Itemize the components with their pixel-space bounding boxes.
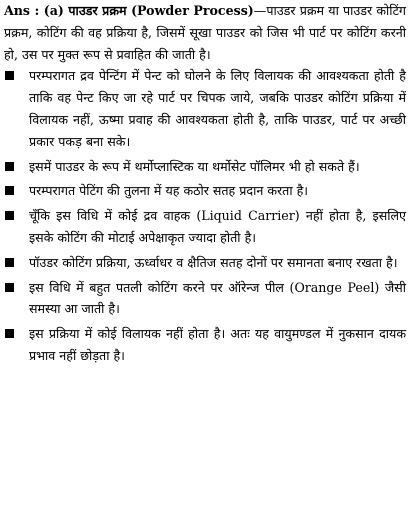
square-bullet-icon (5, 71, 14, 80)
bullet-item (4, 156, 406, 178)
bullet-item (4, 252, 406, 274)
bullet-item (4, 180, 406, 202)
square-bullet-icon (5, 162, 14, 171)
answer-block (4, 0, 406, 370)
bullet-text: इसमें पाउडर के रूप में थर्मोप्लास्टिक या थर्मोसेट पॉलिमर भी हो सकते हैं। (29, 158, 360, 174)
bullet-text: इस प्रक्रिया में कोई विलायक नहीं होता है। अतः यह वायुमण्डल में नुकसान दायक प्रभाव नहीं छोड़ता है। (29, 326, 406, 363)
square-bullet-icon (5, 186, 14, 195)
answer-heading: Ans : (a) पाउडर प्रक्रम (Powder Process) (4, 3, 254, 18)
bullet-text: चूँकि इस विधि में कोई द्रव वाहक (Liquid Carrier) नहीं होता है, इसलिए इसके कोटिंग की मोटाई अपेक्षाकृत ज्यादा होती है। (29, 208, 406, 245)
bullet-item (4, 323, 406, 367)
square-bullet-icon (5, 329, 14, 338)
bullet-item (4, 65, 406, 152)
bullet-text: पॉउडर कोटिंग प्रक्रिया, ऊर्ध्वाधर व क्षैतिज सतह दोनों पर समानता बनाए रखता है। (29, 254, 398, 270)
square-bullet-icon (5, 283, 14, 292)
bullet-item (4, 277, 406, 321)
answer-intro (4, 0, 406, 65)
bullet-item (4, 205, 406, 249)
bullet-text: परम्परागत पेटिंग की तुलना में यह कठोर सतह प्रदान करता है। (29, 183, 309, 199)
bullet-text: परम्परागत द्रव पेन्टिंग में पेन्ट को घोलने के लिए विलायक की आवश्यकता होती है ताकि वह पेन्ट किए जा रहे पार्ट पर चिपक जाये, जबकि पाउडर कोटिंग प्रक्रिया में विलायक नहीं, ऊष्मा प्रवाह की आवश्यकता होती है, ताकि पाउडर, पार्ट पर अच्छी प्रकार पकड़ बना सके। (29, 68, 406, 149)
bullet-list (4, 65, 406, 366)
square-bullet-icon (5, 211, 14, 220)
bullet-text: इस विधि में बहुत पतली कोटिंग करने पर ऑरेन्ज पील (Orange Peel) जैसी समस्या आ जाती है। (29, 279, 406, 317)
intro-text: पाउडर प्रक्रम या पाउडर कोटिंग प्रक्रम, कोटिंग की वह प्रक्रिया है, जिसमें सूखा पाउडर को जिस भी पार्ट पर कोटिंग करनी हो, उस पर मुक्त रूप से प्रवाहित की जाती है। (4, 3, 407, 62)
square-bullet-icon (5, 258, 14, 267)
heading-dash: — (253, 3, 267, 18)
